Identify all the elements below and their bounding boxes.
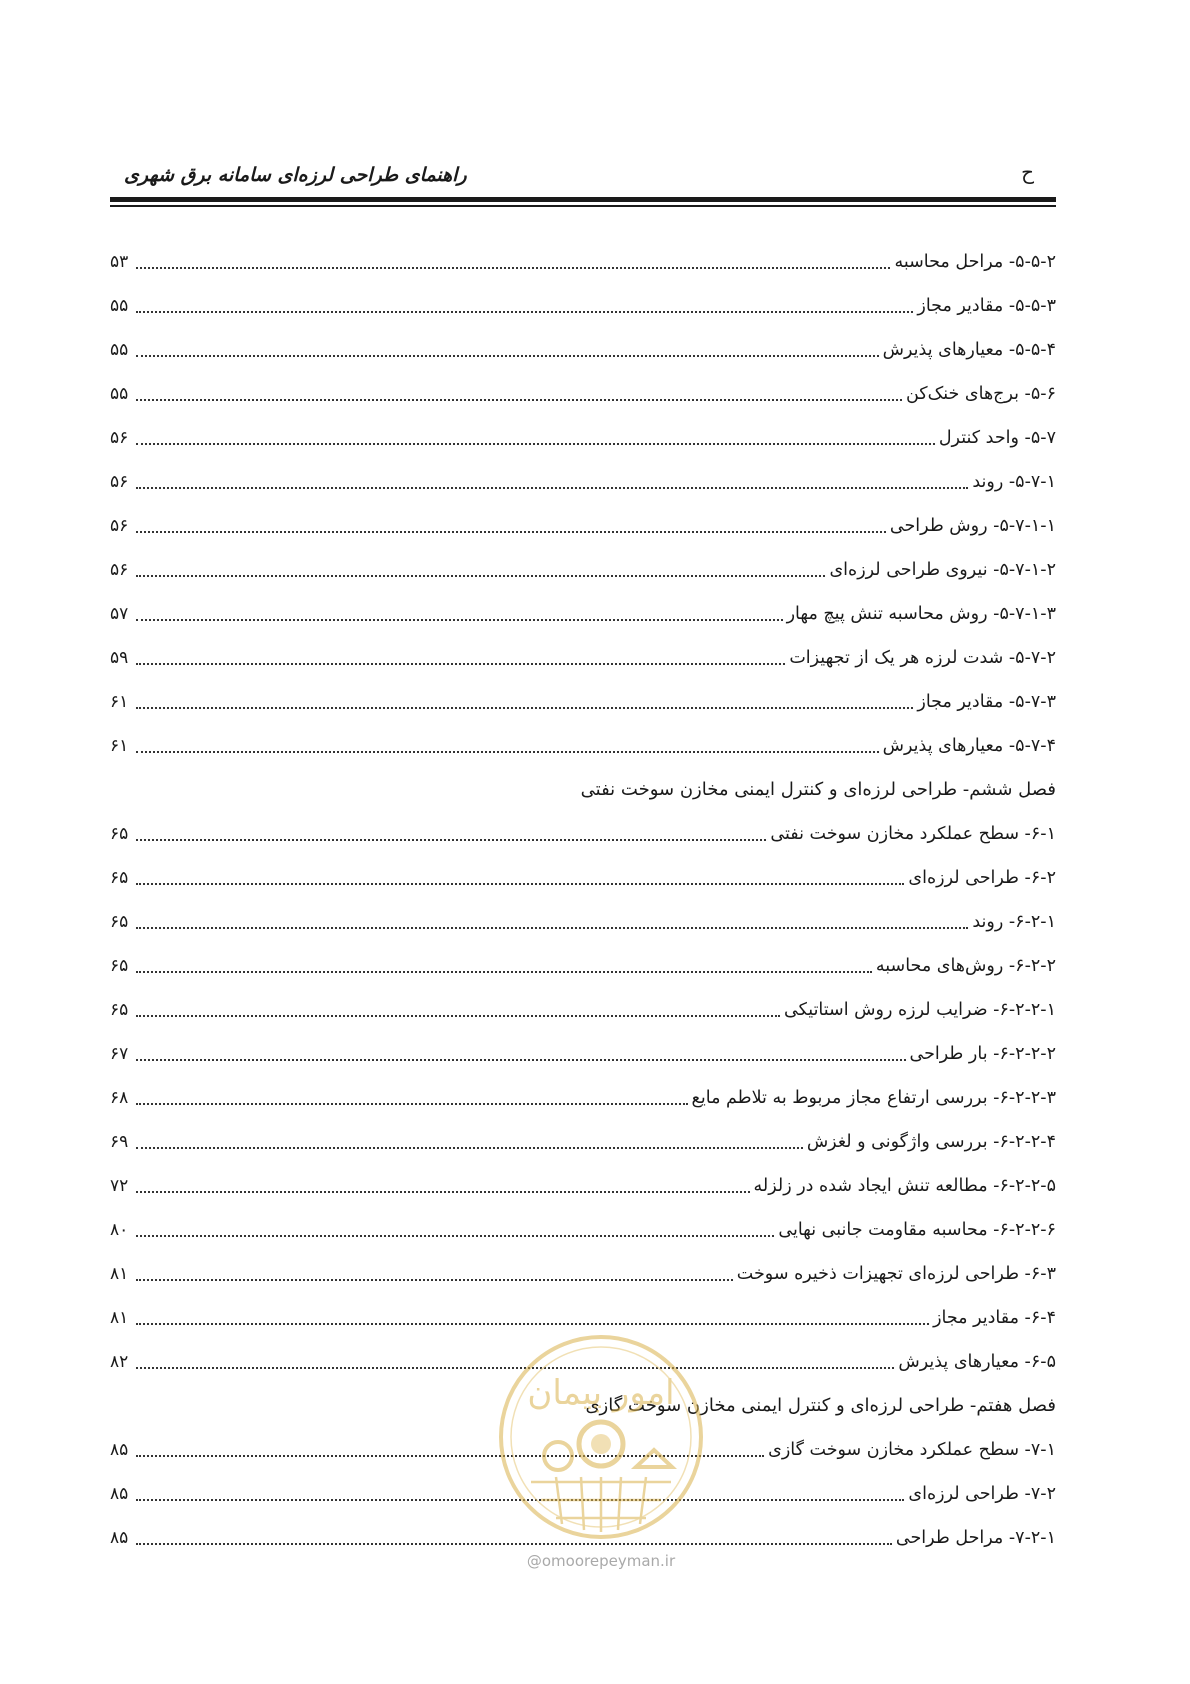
- toc-entry: [110, 988, 1056, 1032]
- toc-entry-page: ۶۱: [110, 692, 129, 712]
- dot-leader: [136, 1015, 780, 1017]
- toc-entry-page: ۸۰: [110, 1220, 129, 1240]
- toc-entry-page: ۵۷: [110, 604, 129, 624]
- dot-leader: [136, 663, 785, 665]
- toc-entry-label: ۶-۲-۲-۱- ضرایب لرزه روش استاتیکی: [784, 1000, 1056, 1020]
- seal-text: امور پیمان: [527, 1373, 675, 1413]
- toc-entry-label: فصل هفتم- طراحی لرزه‌ای و کنترل ایمنی مخازن سوخت گازی: [585, 1395, 1056, 1416]
- dot-leader: [136, 575, 825, 577]
- toc-entry-label: ۵-۵-۲- مراحل محاسبه: [894, 252, 1056, 272]
- dot-leader: [136, 1279, 733, 1281]
- toc-entry-label: ۶-۲-۲-۳- بررسی ارتفاع مجاز مربوط به تلاطم مایع: [691, 1088, 1056, 1108]
- publisher-seal-watermark: [496, 1332, 706, 1542]
- toc-entry: [110, 856, 1056, 900]
- toc-entry-label: ۵-۷-۴- معیارهای پذیرش: [882, 736, 1056, 756]
- toc-entry-label: ۶-۱- سطح عملکرد مخازن سوخت نفتی: [770, 824, 1056, 844]
- toc-entry-label: ۶-۲-۲- روش‌های محاسبه: [875, 956, 1056, 976]
- toc-entry: [110, 504, 1056, 548]
- toc-entry-page: ۵۵: [110, 384, 129, 404]
- running-title: راهنمای طراحی لرزه‌ای سامانه برق شهری: [124, 164, 467, 186]
- header-rule-thick: [110, 197, 1056, 202]
- toc-entry-label: ۵-۷-۱-۱- روش طراحی: [889, 516, 1056, 536]
- dot-leader: [136, 883, 904, 885]
- toc-chapter-heading: [110, 768, 1056, 812]
- toc-entry-label: ۶-۵- معیارهای پذیرش: [898, 1352, 1056, 1372]
- toc-entry-page: ۵۵: [110, 340, 129, 360]
- toc-entry: [110, 592, 1056, 636]
- toc-entry-page: ۷۲: [110, 1176, 129, 1196]
- dot-leader: [136, 971, 872, 973]
- toc-entry: [110, 1208, 1056, 1252]
- toc-entry-label: ۵-۷-۱- روند: [972, 472, 1056, 492]
- toc-entry-page: ۶۵: [110, 1000, 129, 1020]
- toc-entry: [110, 284, 1056, 328]
- dot-leader: [136, 927, 968, 929]
- toc-entry-label: ۶-۲-۲-۶- محاسبه مقاومت جانبی نهایی: [778, 1220, 1056, 1240]
- toc-entry-page: ۵۶: [110, 428, 129, 448]
- toc-entry: [110, 416, 1056, 460]
- toc-entry-page: ۶۵: [110, 912, 129, 932]
- toc-entry-label: ۶-۴- مقادیر مجاز: [933, 1308, 1056, 1328]
- toc-entry-page: ۸۱: [110, 1264, 129, 1284]
- toc-entry-label: ۵-۷- واحد کنترل: [938, 428, 1056, 448]
- dot-leader: [136, 1235, 774, 1237]
- toc-entry-page: ۶۵: [110, 868, 129, 888]
- toc-entry-label: ۵-۵-۴- معیارهای پذیرش: [882, 340, 1056, 360]
- dot-leader: [136, 531, 886, 533]
- toc-entry-label: ۶-۲-۲-۴- بررسی واژگونی و لغزش: [806, 1132, 1056, 1152]
- toc-entry-label: ۷-۲-۱- مراحل طراحی: [895, 1528, 1056, 1548]
- toc-entry-label: ۵-۷-۱-۲- نیروی طراحی لرزه‌ای: [829, 560, 1056, 580]
- toc-entry: [110, 460, 1056, 504]
- toc-entry: [110, 944, 1056, 988]
- watermark-url: @omoorepeyman.ir: [526, 1552, 676, 1570]
- page-header: [110, 150, 1056, 196]
- dot-leader: [136, 355, 879, 357]
- toc-entry-page: ۵۹: [110, 648, 129, 668]
- toc-entry: [110, 328, 1056, 372]
- toc-entry-page: ۸۵: [110, 1440, 129, 1460]
- toc-entry-page: ۶۵: [110, 824, 129, 844]
- toc-entry: [110, 1252, 1056, 1296]
- toc-entry: [110, 240, 1056, 284]
- dot-leader: [136, 311, 913, 313]
- toc-entry: [110, 372, 1056, 416]
- toc-entry-page: ۵۶: [110, 560, 129, 580]
- page-number: ح: [1021, 160, 1034, 184]
- toc-entry-label: ۶-۲-۲-۵- مطالعه تنش ایجاد شده در زلزله: [753, 1176, 1056, 1196]
- toc-entry-page: ۶۵: [110, 956, 129, 976]
- toc-entry: [110, 812, 1056, 856]
- toc-entry-page: ۶۹: [110, 1132, 129, 1152]
- toc-entry-label: ۶-۳- طراحی لرزه‌ای تجهیزات ذخیره سوخت: [736, 1264, 1056, 1284]
- toc-entry: [110, 1076, 1056, 1120]
- toc-entry-label: ۵-۷-۲- شدت لرزه هر یک از تجهیزات: [789, 648, 1056, 668]
- dot-leader: [136, 1323, 929, 1325]
- toc-entry-label: ۵-۷-۱-۳- روش محاسبه تنش پیچ مهار: [786, 604, 1056, 624]
- dot-leader: [136, 1191, 750, 1193]
- toc-entry-label: ۶-۲- طراحی لرزه‌ای: [908, 868, 1056, 888]
- toc-entry-label: ۶-۲-۱- روند: [972, 912, 1056, 932]
- toc-entry-label: فصل ششم- طراحی لرزه‌ای و کنترل ایمنی مخازن سوخت نفتی: [580, 779, 1056, 800]
- toc-entry-page: ۵۳: [110, 252, 129, 272]
- toc-entry: [110, 636, 1056, 680]
- toc-entry: [110, 680, 1056, 724]
- toc-entry: [110, 1120, 1056, 1164]
- toc-entry-page: ۶۷: [110, 1044, 129, 1064]
- dot-leader: [136, 399, 902, 401]
- toc-entry-page: ۶۱: [110, 736, 129, 756]
- toc-entry: [110, 548, 1056, 592]
- dot-leader: [136, 1059, 906, 1061]
- toc-entry-page: ۸۲: [110, 1352, 129, 1372]
- toc-entry: [110, 900, 1056, 944]
- toc-entry: [110, 1164, 1056, 1208]
- dot-leader: [136, 443, 935, 445]
- toc-entry-label: ۷-۲- طراحی لرزه‌ای: [908, 1484, 1056, 1504]
- dot-leader: [136, 839, 766, 841]
- toc-entry-page: ۸۵: [110, 1484, 129, 1504]
- dot-leader: [136, 1543, 892, 1545]
- toc-entry: [110, 724, 1056, 768]
- toc-entry: [110, 1032, 1056, 1076]
- dot-leader: [136, 1147, 803, 1149]
- dot-leader: [136, 619, 783, 621]
- toc-entry-page: ۶۸: [110, 1088, 129, 1108]
- toc-entry-label: ۵-۶- برج‌های خنک‌کن: [905, 384, 1056, 404]
- dot-leader: [136, 267, 890, 269]
- toc-entry-page: ۸۱: [110, 1308, 129, 1328]
- toc-entry-label: ۵-۷-۳- مقادیر مجاز: [917, 692, 1056, 712]
- toc-entry-page: ۵۶: [110, 516, 129, 536]
- toc-entry-label: ۵-۵-۳- مقادیر مجاز: [917, 296, 1056, 316]
- dot-leader: [136, 707, 913, 709]
- toc-entry-page: ۵۶: [110, 472, 129, 492]
- toc-entry-label: ۶-۲-۲-۲- بار طراحی: [909, 1044, 1056, 1064]
- toc-entry-page: ۸۵: [110, 1528, 129, 1548]
- dot-leader: [136, 751, 879, 753]
- toc-entry-label: ۷-۱- سطح عملکرد مخازن سوخت گازی: [768, 1440, 1056, 1460]
- dot-leader: [136, 1103, 688, 1105]
- toc-entry-page: ۵۵: [110, 296, 129, 316]
- dot-leader: [136, 487, 968, 489]
- header-rule-thin: [110, 205, 1056, 207]
